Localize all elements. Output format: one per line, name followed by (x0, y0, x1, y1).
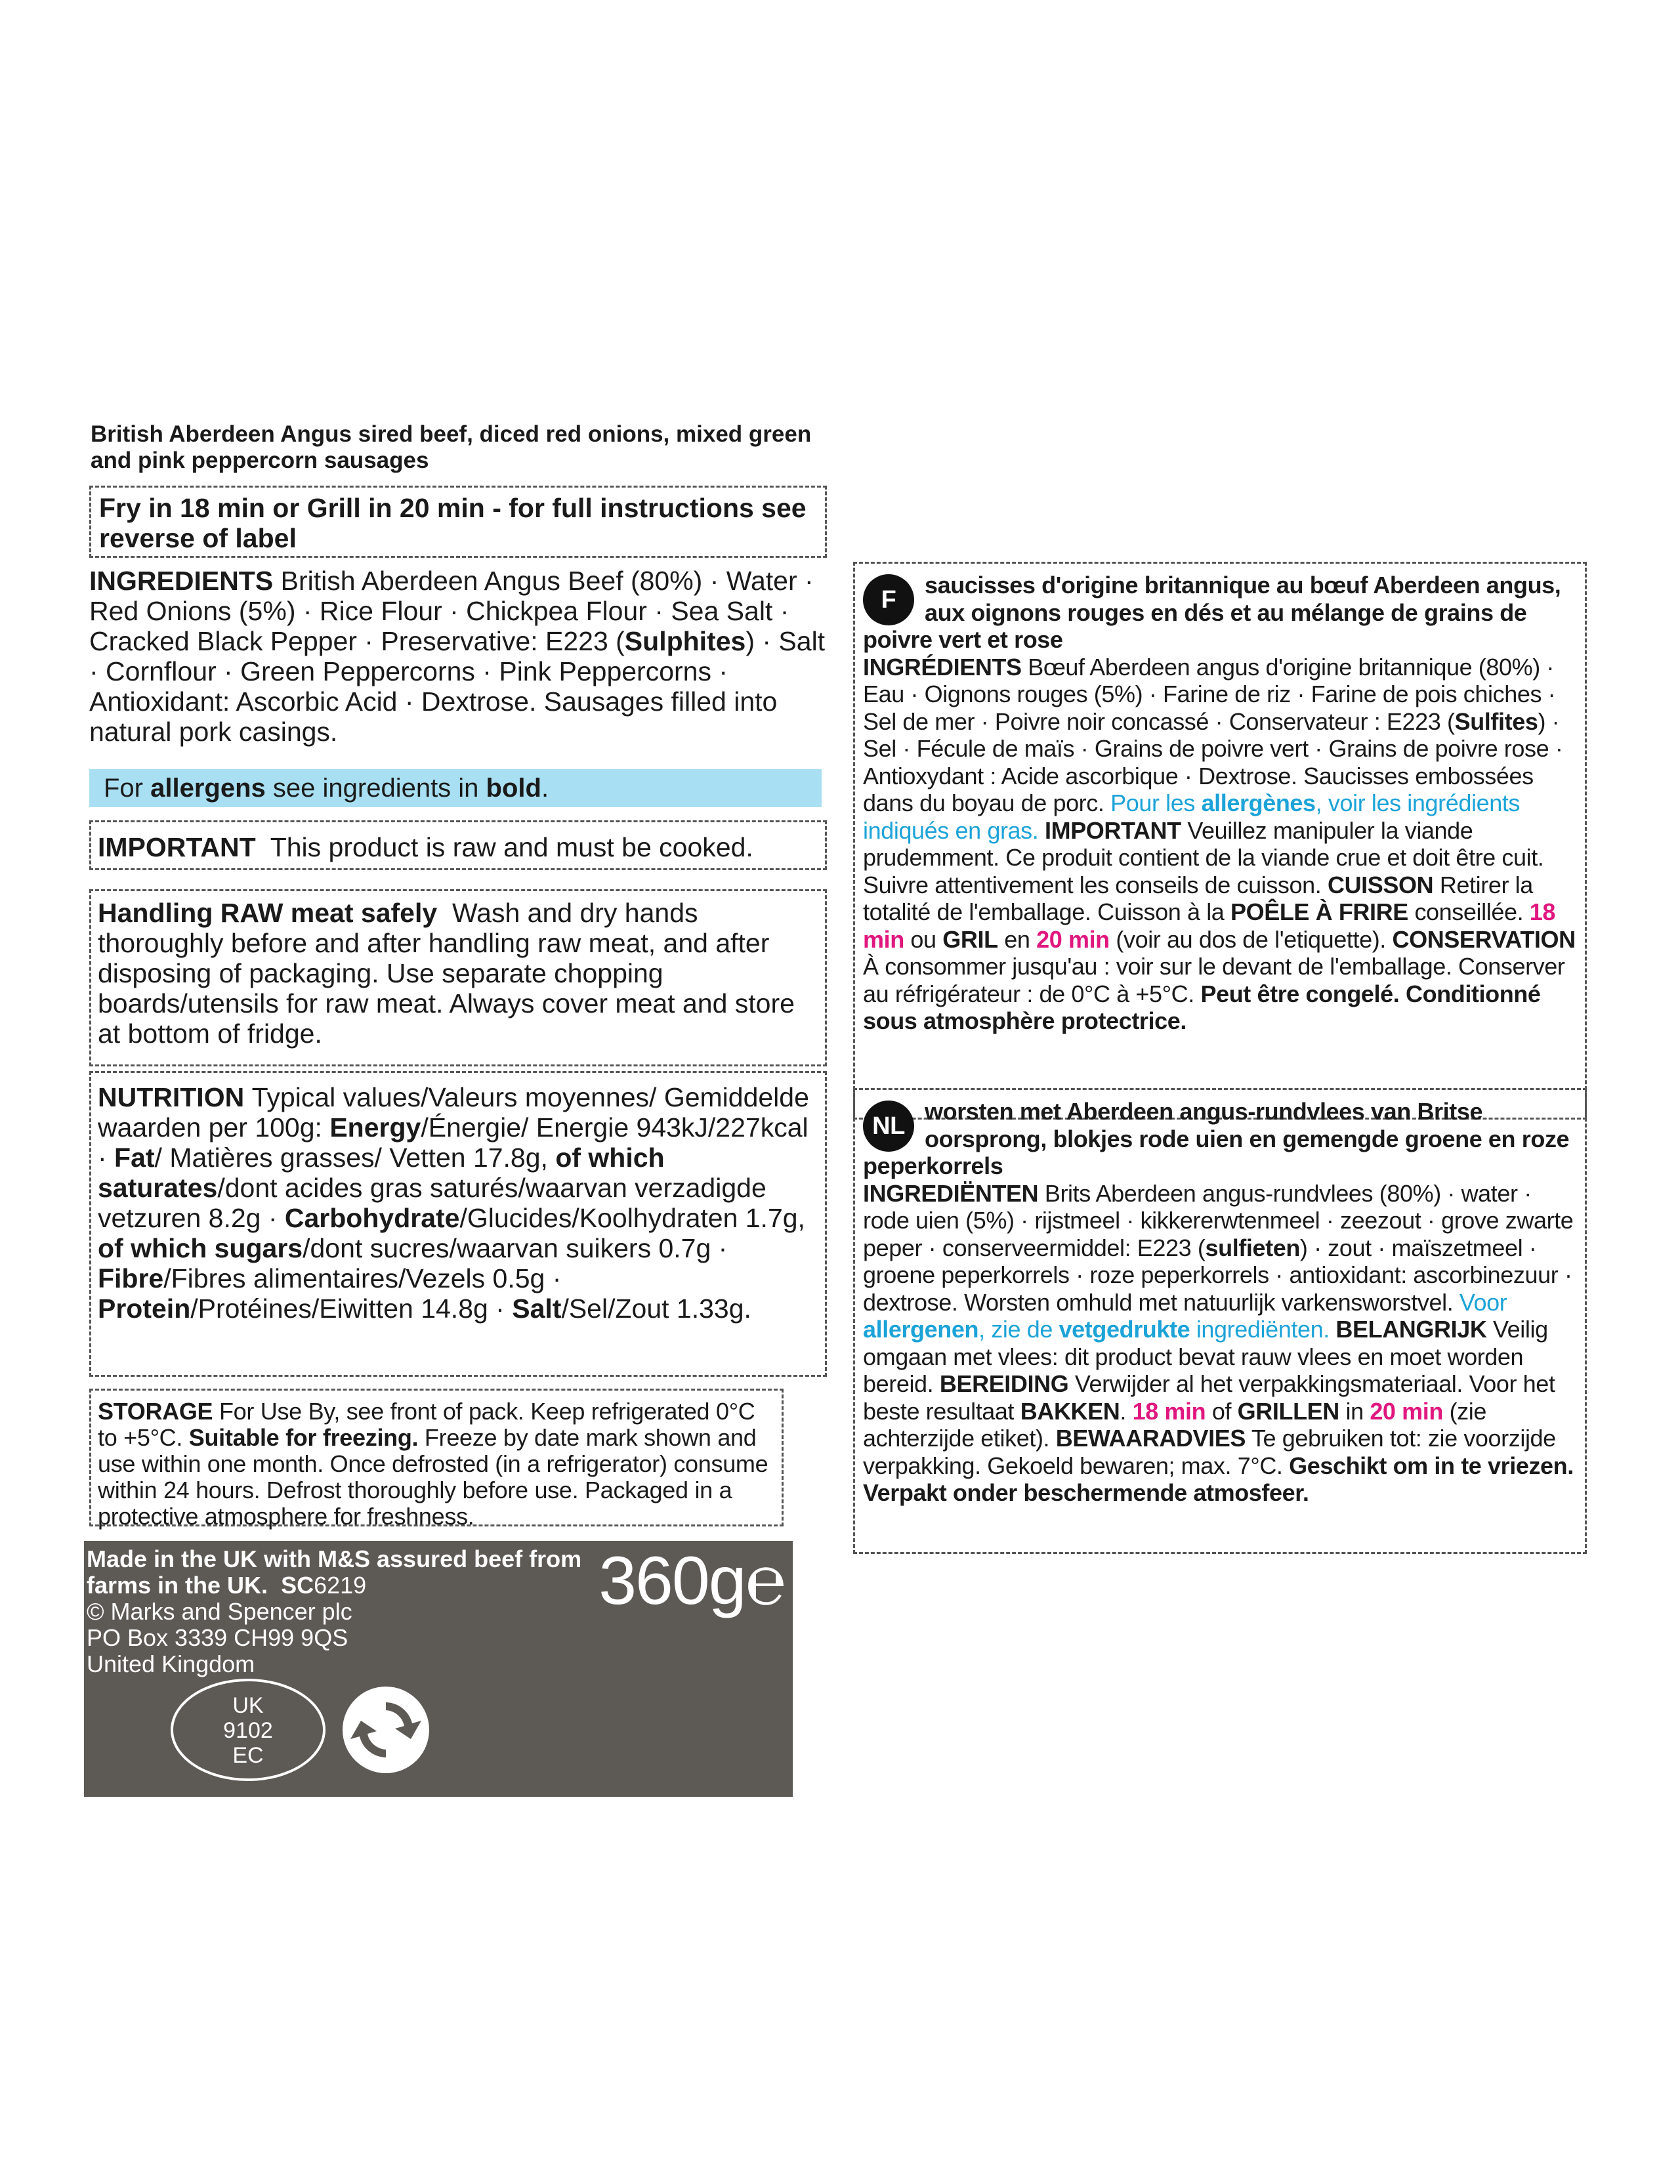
nutrition-text: / Matières grasses/ Vetten 17.8g, (154, 1143, 556, 1173)
allergy-post: . (541, 774, 549, 803)
company-name: © Marks and Spencer plc (87, 1598, 352, 1625)
allergy-allergens: allergens (150, 774, 266, 803)
french-text: Bœuf Aberdeen angus d'origine britannique (80%) · Eau · Oignons rouges (5%) · Farine de riz · Farine de pois chiches · Sel de mer · Poivre noir concassé · Conservateur : E223 ( (863, 653, 1556, 735)
sulphites-allergen: Sulphites (624, 626, 746, 656)
nutrition-heading: NUTRITION (98, 1082, 245, 1112)
dutch-text: ) · zout · maïszetmeel · groene peperkorrels · roze peperkorrels · antioxidant: ascorbinezuur · dextrose. Worsten omhuld met natuurlijk varkensworstvel. (863, 1234, 1572, 1316)
dutch-allergen-note: , zie de (978, 1316, 1059, 1343)
dutch-text: (zie achterzijde etiket). (863, 1397, 1486, 1452)
nutrition-salt: Salt (512, 1293, 562, 1324)
nutrition-text: /dont acides gras saturés/waarvan verzadigde vetzuren 8.2g · (98, 1173, 766, 1233)
french-text: (voir au dos de l'etiquette). (1109, 925, 1393, 953)
dutch-grillen: GRILLEN (1237, 1397, 1339, 1425)
nutrition-fat: Fat (114, 1143, 155, 1173)
french-text: ) · Sel · Fécule de maïs · Grains de poivre vert · Grains de poivre rose · Antioxydant : Acide ascorbique · Dextrose. Saucisses embossées dans du boyau de porc. (863, 707, 1563, 816)
storage-text: Freeze by date mark shown and use within one month. Once defrosted (in a refrigerator) consume within 24 hours. Defrost thoroughly before use. Packaged in a protective atmosphere for freshness. (98, 1424, 768, 1530)
dutch-sulfieten: sulfieten (1205, 1234, 1300, 1261)
dutch-section (853, 1088, 1587, 1554)
made-in-statement: Made in the UK with M&S assured beef from farms in the UK. (87, 1545, 582, 1599)
allergy-mid: see ingredients in (265, 774, 486, 803)
sc-prefix: SC (281, 1572, 314, 1599)
handling-text: Wash and dry hands thoroughly before and after handling raw meat, and after disposing of packaging. Use separate chopping boards/utensils for raw meat. Always cover meat and store at bottom of fridge. (98, 898, 795, 1049)
dutch-bakken: BAKKEN (1020, 1397, 1120, 1425)
important-heading: IMPORTANT (98, 832, 256, 862)
net-weight (598, 1545, 785, 1617)
dutch-text: Te gebruiken tot: zie voorzijde verpakking. Gekoeld bewaren; max. 7°C. (863, 1425, 1556, 1479)
allergy-bold: bold (486, 774, 541, 803)
french-important-heading: IMPORTANT (1045, 816, 1181, 844)
nutrition-energy: Energy (329, 1112, 421, 1143)
french-section (853, 562, 1587, 1120)
dutch-belangrijk-heading: BELANGRIJK (1335, 1316, 1487, 1343)
company-country: United Kingdom (87, 1650, 255, 1677)
dutch-text: Brits Aberdeen angus-rundvlees (80%) · water · rode uien (5%) · rijstmeel · kikkererwtenmeel · zeezout · grove zwarte peper · conserveermiddel: E223 ( (863, 1179, 1574, 1261)
dutch-allergen-bold: allergenen (863, 1316, 979, 1343)
handling-box (89, 889, 827, 1066)
ingredients-text-2: ) · Salt · Cornflour · Green Peppercorns · Pink Peppercorns · Antioxidant: Ascorbic Acid · Dextrose. Sausages filled into natural pork casings. (89, 626, 826, 747)
language-badge-nl: NL (863, 1101, 914, 1152)
health-mark-line: 9102 (223, 1718, 273, 1743)
french-time-20: 20 min (1036, 925, 1110, 953)
nutrition-text: /Glucides/Koolhydraten 1.7g, (459, 1203, 805, 1233)
nutrition-text: /Sel/Zout 1.33g. (561, 1293, 751, 1324)
storage-heading: STORAGE (98, 1398, 213, 1425)
nutrition-text: /Protéines/Eiwitten 14.8g · (190, 1293, 513, 1324)
french-text: À consommer jusqu'au : voir sur le devant de l'emballage. Conserver au réfrigérateur : de 0°C à +5°C. (863, 953, 1565, 1007)
french-cuisson-heading: CUISSON (1327, 871, 1434, 898)
weight-value: 360g (598, 1543, 746, 1619)
dutch-text: of (1206, 1397, 1238, 1425)
nutrition-box (89, 1071, 827, 1377)
nutrition-carbohydrate: Carbohydrate (284, 1203, 460, 1233)
handling-heading: Handling RAW meat safely (98, 898, 438, 928)
french-ingredients-heading: INGRÉDIENTS (863, 653, 1022, 681)
estimate-mark-icon: ℮ (745, 1543, 785, 1619)
french-time-18: 18 min (863, 898, 1556, 953)
allergy-advice-banner (89, 769, 822, 807)
dutch-title: worsten met Aberdeen angus-rundvlees van Britse oorsprong, blokjes rode uien en gemengde groene en roze peperkorrels (863, 1098, 1570, 1179)
storage-freezing: Suitable for freezing. (188, 1424, 419, 1451)
french-text: en (998, 925, 1037, 953)
ingredients-heading: INGREDIENTS (89, 566, 274, 596)
dutch-text: Verwijder al het verpakkingsmateriaal. Voor het beste resultaat (863, 1370, 1555, 1425)
nutrition-text: Typical values/Valeurs moyennes/ Gemiddelde waarden per 100g: (98, 1082, 809, 1143)
nutrition-saturates: of which saturates (98, 1143, 665, 1203)
storage-box (89, 1389, 784, 1530)
french-text: Veuillez manipuler la viande prudemment. Ce produit contient de la viande crue et doit être cuit. Suivre attentivement les conseils de cuisson. (863, 816, 1544, 898)
recycling-icon (340, 1684, 432, 1776)
dutch-text: in (1339, 1397, 1370, 1425)
language-badge-fr: F (863, 574, 914, 625)
french-text: conseillée. (1408, 898, 1530, 925)
french-gril: GRIL (942, 925, 998, 953)
french-text: ou (904, 925, 943, 953)
dutch-ingredients-heading: INGREDIËNTEN (863, 1179, 1039, 1207)
french-text: Retirer la totalité de l'emballage. Cuisson à la (863, 871, 1533, 925)
french-allergen-note: Pour les (1110, 789, 1202, 816)
health-mark-line: EC (232, 1743, 264, 1768)
dutch-bereiding-heading: BEREIDING (939, 1370, 1069, 1397)
cooking-summary: Fry in 18 min or Grill in 20 min - for full instructions see reverse of label (89, 486, 827, 558)
dutch-text: . (1120, 1397, 1133, 1425)
dutch-bewaar-heading: BEWAARADVIES (1055, 1425, 1246, 1452)
health-mark-line: UK (232, 1693, 264, 1718)
product-title: British Aberdeen Angus sired beef, diced red onions, mixed green and pink peppercorn sausages (91, 421, 812, 473)
dutch-allergen-note: ingrediënten. (1190, 1316, 1330, 1343)
french-freezing: Peut être congelé. Conditionné sous atmosphère protectrice. (863, 980, 1541, 1034)
french-poele: POÊLE À FRIRE (1230, 898, 1408, 925)
french-allergen-note: , voir les ingrédients indiqués en gras. (863, 789, 1521, 844)
dutch-allergen-bold: vetgedrukte (1059, 1316, 1190, 1343)
origin-footer (84, 1541, 793, 1797)
storage-text: For Use By, see front of pack. Keep refrigerated 0°C to +5°C. (98, 1398, 755, 1451)
nutrition-text: /Énergie/ Energie 943kJ/227kcal · (98, 1112, 808, 1173)
nutrition-fibre: Fibre (98, 1263, 164, 1293)
ingredients-section (89, 566, 827, 747)
company-address: PO Box 3339 CH99 9QS (87, 1624, 348, 1651)
french-sulfites: Sulfites (1454, 707, 1538, 735)
allergy-pre: For (104, 774, 151, 803)
dutch-freezing: Geschikt om in te vriezen. Verpakt onder beschermende atmosfeer. (863, 1452, 1574, 1506)
dutch-time-18: 18 min (1132, 1397, 1206, 1425)
footer-text (87, 1546, 585, 1677)
ingredients-text-1: British Aberdeen Angus Beef (80%) · Water · Red Onions (5%) · Rice Flour · Chickpea Flour · Sea Salt · Cracked Black Pepper · Preservative: E223 ( (89, 566, 814, 656)
nutrition-text: /dont sucres/waarvan suikers 0.7g · (303, 1233, 728, 1263)
nutrition-protein: Protein (98, 1293, 191, 1324)
french-conservation-heading: CONSERVATION (1392, 925, 1576, 953)
nutrition-text: /Fibres alimentaires/Vezels 0.5g · (163, 1263, 562, 1293)
health-mark-oval (171, 1679, 326, 1781)
dutch-allergen-note: Voor (1459, 1288, 1507, 1316)
important-box (89, 820, 827, 870)
nutrition-sugars: of which sugars (98, 1233, 303, 1263)
important-text: This product is raw and must be cooked. (270, 832, 753, 862)
french-allergen-bold: allergènes (1201, 789, 1316, 816)
dutch-time-20: 20 min (1370, 1397, 1443, 1425)
dutch-text: Veilig omgaan met vlees: dit product bevat rauw vlees en moet worden bereid. (863, 1316, 1548, 1397)
french-title: saucisses d'origine britannique au bœuf Aberdeen angus, aux oignons rouges en dés et au mélange de grains de poivre vert et rose (863, 572, 1561, 653)
sc-code: 6219 (314, 1572, 367, 1599)
